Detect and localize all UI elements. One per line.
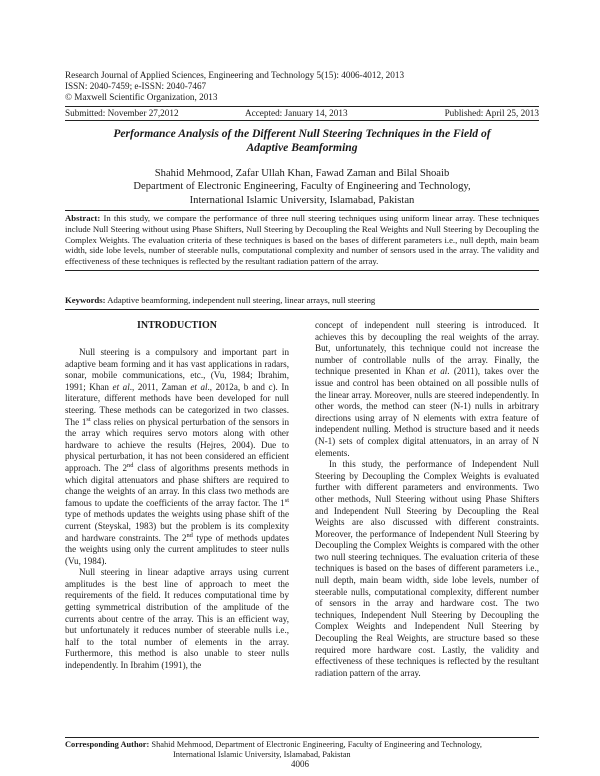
intro-paragraph-3: concept of independent null steering is introduced. It achieves this by decoupling the real weights of the array. But, unfortunately, this technique could not increase the number of controllable nulls of the array. Finally, the technique presented in Khan et al. (2011), takes over the issue and control has been obtained on all possible nulls of the linear array. Moreover, nulls are steered independently. In other words, the method can steer (N-1) nulls in arbitrary directions using array of N elements with extra feature of independent nulling. Method is structure based and it needs (N-1) sets of complex digital attenuators, in an array of N elements. <box>315 320 539 458</box>
intro-paragraph-2: Null steering in linear adaptive arrays using current amplitudes is the best line of approach to meet the requirements of the field. It reduces computational time by getting symmetrical distribution of the amplitude of the currents about centre of the array. This is an efficient way, but unfortunately it reduces number of steerable nulls i.e., half to the total number of elements in the array. Furthermore, this method is also unable to steer nulls independently. In Ibrahim (1991), the <box>65 567 289 671</box>
abstract-box <box>65 210 539 271</box>
page-number: 4006 <box>291 759 309 769</box>
author-department: Department of Electronic Engineering, Faculty of Engineering and Technology, <box>133 181 471 193</box>
intro-paragraph-4: In this study, the performance of Independent Null Steering by Decoupling the Complex Weights is evaluated further with different parameters and environments. Two other methods, Null Steering without using Phase Shifters and Independent Null Steering by Decoupling the Real Weights are also discussed with different constraints. Moreover, the performance of Independent Null Steering by Decoupling the Complex Weights is compared with the other two null steering techniques. The evaluation criteria of these techniques is based on the bases of different parameters i.e., null depth, main beam width, side lobe levels, number of steerable nulls, computational complexity, different number of sensors in the array and hardware cost. The two techniques, Independent Null Steering by Decoupling the Complex Weights and Independent Null Steering by Decoupling the Real Weights, are structure based so these required more hardware cost. Lastly, the validity and effectiveness of these techniques is reflected by the resultant radiation pattern of the array. <box>315 459 539 678</box>
left-column <box>65 320 289 672</box>
section-heading-introduction: INTRODUCTION <box>136 320 217 331</box>
dates-bar <box>65 106 539 121</box>
corresponding-author-footer <box>65 737 539 760</box>
abstract-label: Abstract: <box>65 213 101 223</box>
published-date: Published: April 25, 2013 <box>444 108 539 118</box>
accepted-date: Accepted: January 14, 2013 <box>245 108 348 118</box>
journal-header <box>65 70 545 104</box>
paper-title <box>65 127 539 155</box>
abstract-text: In this study, we compare the performance of three null steering techniques using uniform linear array. These techniques include Null Steering without using Phase Shifters, Null Steering by Decoupling the Real Weights and Null Steering by Decoupling the Complex Weights. The evaluation criteria of these techniques is based on the bases of different parameters i.e., null depth, main beam width, side lobe levels, number of steerable nulls, computational complexity and number of sensors used in the array. The validity and effectiveness of these techniques is reflected by the resultant radiation pattern of the array. <box>65 213 540 267</box>
submitted-date: Submitted: November 27,2012 <box>65 108 179 118</box>
corresponding-author-label: Corresponding Author: <box>65 740 150 749</box>
journal-copyright: © Maxwell Scientific Organization, 2013 <box>65 92 218 103</box>
author-university: International Islamic University, Islamabad, Pakistan <box>189 194 415 206</box>
journal-citation: Research Journal of Applied Sciences, Engineering and Technology 5(15): 4006-4012, 2013 <box>65 70 405 80</box>
corresponding-author-text-1: Shahid Mehmood, Department of Electronic Engineering, Faculty of Engineering and Technology, <box>151 740 483 749</box>
corresponding-author-text-2: International Islamic University, Islamabad, Pakistan <box>173 750 351 759</box>
author-block <box>65 167 539 207</box>
author-names: Shahid Mehmood, Zafar Ullah Khan, Fawad Zaman and Bilal Shoaib <box>154 168 450 179</box>
journal-issn: ISSN: 2040-7459; e-ISSN: 2040-7467 <box>65 81 207 92</box>
right-column <box>315 320 539 679</box>
keywords-line <box>65 295 539 310</box>
keywords-label: Keywords: <box>65 295 106 305</box>
title-line-2: Adaptive Beamforming <box>246 141 358 155</box>
keywords-text: Adaptive beamforming, independent null steering, linear arrays, null steering <box>107 295 376 305</box>
title-line-1: Performance Analysis of the Different Null Steering Techniques in the Field of <box>113 127 491 140</box>
intro-paragraph-1: Null steering is a compulsory and important part in adaptive beam forming and it has vast applications in radars, sonar, mobile communications, etc., (Vu, 1984; Ibrahim, 1991; Khan et al., 2011, Zaman et al., 2012a, b and c). In literature, different methods have been developed for null steering. These methods can be categorized in two classes. The 1st class relies on physical perturbation of the sensors in the array which requires servo motors along with other hardware to achieve the results (Hejres, 2004). Due to physical perturbation, it has not been considered an efficient approach. The 2nd class of algorithms presents methods in which digital attenuators and phase shifters are required to change the weights of an array. In this class two methods are famous to update the coefficients of the array factor. The 1st type of methods updates the weights using phase shift of the current (Steyskal, 1983) but the problem is its complexity and hardware constraints. The 2nd type of methods updates the weights using only the current amplitudes to steer nulls (Vu, 1984). <box>65 347 289 566</box>
